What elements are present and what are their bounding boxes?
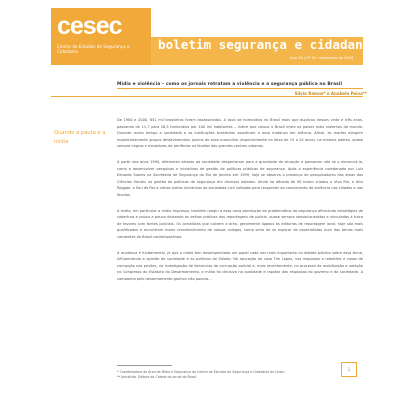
article-authors: Silvia Ramos* e Anabela Paiva**: [294, 91, 367, 96]
article-body: [117, 117, 363, 291]
logo-wordmark: cesec: [57, 12, 122, 40]
bulletin-title: boletim segurança e cidadania: [158, 37, 378, 52]
logo-subtitle: Centro de Estudos de Segurança e Cidadania: [57, 44, 130, 55]
cesec-logo: [57, 14, 122, 39]
article-title: Mídia e violência – como os jornais retratam a violência e a segurança pública no Brasil: [117, 82, 343, 87]
paragraph: De 1980 a 2000, 651 mil brasileiros foram assassinados. A taxa de homicídios no Brasil mais que duplicou nesses vinte e três anos, passando de 11,7 para 28,5 homicídios por 100 mil habitantes – índice que coloca o Brasil entre os países mais violentos do mundo. Durante muito tempo a sociedade e as instituições brasileiras assistiram a essa matança em silêncio. Afinal, as mortes atingem majoritariamente grupos desfavorecidos: jovens do sexo masculino (especialmente na faixa de 15 a 24 anos), na maioria pobres, quase sempre negros e moradores de periferias ou favelas das grandes centros urbanos.: [117, 118, 363, 149]
footnote-rule: [117, 365, 172, 366]
paragraph: A mídia, em particular a mídia impressa, também reagiu a essa nova percepção da problemática da segurança afirmando estratégias de cobertura e pouco a pouco deixando as velhas práticas dos reportagens de polícia, quase sempre sensacionalistas e vinculadas à troca de favores com fontes policiais. Os jornalistas que cobrem a área, geralmente ligados às editorias de reportagem local, hoje são mais qualificados e encontram maior reconhecimento de nossos colegas, como seria de se esperar de especialistas num dos temas mais candentes do Brasil contemporâneo.: [117, 208, 363, 239]
paragraph: A partir dos anos 1990, diferentes setores da sociedade despertaram para a gravidade da situação e passaram não só a denunciá-la, como a desenvolver pesquisas e iniciativas de gestão de políticas públicas de segurança. Após a experiência coordenada por Luiz Eduardo Soares na Secretaria de Segurança do Rio de Janeiro em 1999, hoje se observa a presença de pesquisadores das áreas das Ciências Sociais na gestão de políticas de segurança em diversos estados. Ainda na década de 90 foram criados o Viva Rio, o Afro Reggae, o Sou da Paz e vários outros iniciativas da sociedade civil voltadas para responder ao crescimento da violência nas cidades e nas favelas.: [117, 159, 363, 197]
footnote: * Coordenadora da Área de Mídia e Segurança do Centro de Estudos de Segurança e Cidadania da Ucam.: [117, 370, 286, 374]
header-rule: [51, 96, 363, 97]
footnotes: [117, 370, 363, 380]
title-rule: [117, 88, 363, 89]
page-number: 1: [341, 362, 357, 377]
bulletin-issue: Ano 03 | nº 10 · dezembro de 2004: [290, 56, 354, 60]
footnote: ** Jornalista. Editora da Cidade do Jornal do Brasil.: [117, 375, 198, 379]
side-headline: Quando a pauta é a mídia: [54, 130, 106, 145]
paragraph: A mudança é fundamental, já que a mídia tem desempenhado um papel cada vez mais importante no debate público sobre essa tema, influenciando a opinião da sociedade e as políticas do Estado. Na apuração do caso Tim Lopes, nas respostas a rebeliões e casos de corrupção nas prisões, na investigação de denúncias de corrupção policial e, mais recentemente, no processo de mobilização e votação no Congresso do Estatuto do Desarmamento, a mídia foi decisiva na qualidade e rapidez das respostas do governo e da sociedade. A campanha pelo desarmamento ganhou não poucas...: [117, 250, 363, 281]
